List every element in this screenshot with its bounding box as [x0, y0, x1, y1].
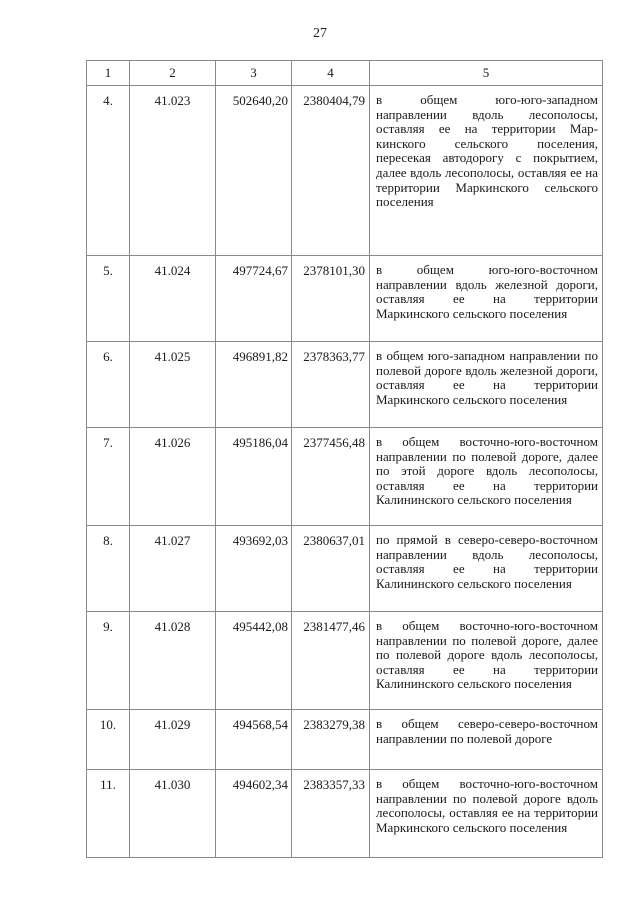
column-header: 5 [370, 61, 603, 86]
table-row [87, 428, 603, 526]
table-row [87, 342, 603, 428]
table-row [87, 86, 603, 256]
x-coordinate: 497724,67 [216, 256, 292, 342]
row-number: 6. [87, 342, 130, 428]
y-coordinate: 2378101,30 [292, 256, 370, 342]
boundary-description: в общем юго-юго-западном направлении вдоль лесополосы, оставляя ее на территории Маркинского сельского поселения, пересекая автодорогу с покрытием, далее вдоль лесополосы, оставляя ее на территории Маркинского сельского поселения [370, 86, 603, 256]
point-code: 41.024 [130, 256, 216, 342]
table-row [87, 770, 603, 858]
boundary-description: в общем юго-юго-восточном направлении вдоль железной дороги, оставляя ее на территории Маркинского сельского поселения [370, 256, 603, 342]
row-number: 10. [87, 710, 130, 770]
column-header: 3 [216, 61, 292, 86]
row-number: 4. [87, 86, 130, 256]
page-number: 27 [313, 26, 327, 41]
y-coordinate: 2383357,33 [292, 770, 370, 858]
point-code: 41.025 [130, 342, 216, 428]
x-coordinate: 495442,08 [216, 612, 292, 710]
y-coordinate: 2378363,77 [292, 342, 370, 428]
point-code: 41.028 [130, 612, 216, 710]
y-coordinate: 2377456,48 [292, 428, 370, 526]
point-code: 41.029 [130, 710, 216, 770]
column-header: 2 [130, 61, 216, 86]
point-code: 41.027 [130, 526, 216, 612]
y-coordinate: 2383279,38 [292, 710, 370, 770]
boundary-description: в общем восточно-юго-восточном направлении по полевой дороге, далее по полевой дороге вдоль лесополосы, оставляя ее на территории Калининского сельского поселения [370, 612, 603, 710]
boundary-description: в общем юго-западном направлении по полевой дороге вдоль железной дороги, оставляя ее на территории Маркинского сельского поселения [370, 342, 603, 428]
x-coordinate: 494568,54 [216, 710, 292, 770]
boundary-points-table [86, 60, 603, 858]
x-coordinate: 495186,04 [216, 428, 292, 526]
point-code: 41.030 [130, 770, 216, 858]
boundary-description: в общем восточно-юго-восточном направлении по полевой дороге вдоль лесополосы, оставляя ее на территории Маркинского сельского поселения [370, 770, 603, 858]
table-row [87, 256, 603, 342]
y-coordinate: 2381477,46 [292, 612, 370, 710]
boundary-description: в общем северо-северо-восточном направлении по полевой дороге [370, 710, 603, 770]
column-header: 4 [292, 61, 370, 86]
table-row [87, 612, 603, 710]
y-coordinate: 2380637,01 [292, 526, 370, 612]
point-code: 41.023 [130, 86, 216, 256]
point-code: 41.026 [130, 428, 216, 526]
column-header: 1 [87, 61, 130, 86]
row-number: 11. [87, 770, 130, 858]
boundary-description: в общем восточно-юго-восточном направлении по полевой дороге, далее по этой дороге вдоль лесополосы, оставляя ее на территории Калининского сельского поселения [370, 428, 603, 526]
row-number: 9. [87, 612, 130, 710]
row-number: 5. [87, 256, 130, 342]
row-number: 8. [87, 526, 130, 612]
boundary-description: по прямой в северо-северо-восточном направлении вдоль лесополосы, оставляя ее на территории Калининского сельского поселения [370, 526, 603, 612]
table-row [87, 710, 603, 770]
x-coordinate: 502640,20 [216, 86, 292, 256]
y-coordinate: 2380404,79 [292, 86, 370, 256]
x-coordinate: 493692,03 [216, 526, 292, 612]
x-coordinate: 496891,82 [216, 342, 292, 428]
row-number: 7. [87, 428, 130, 526]
table-row [87, 526, 603, 612]
x-coordinate: 494602,34 [216, 770, 292, 858]
table-header-row [87, 61, 603, 86]
